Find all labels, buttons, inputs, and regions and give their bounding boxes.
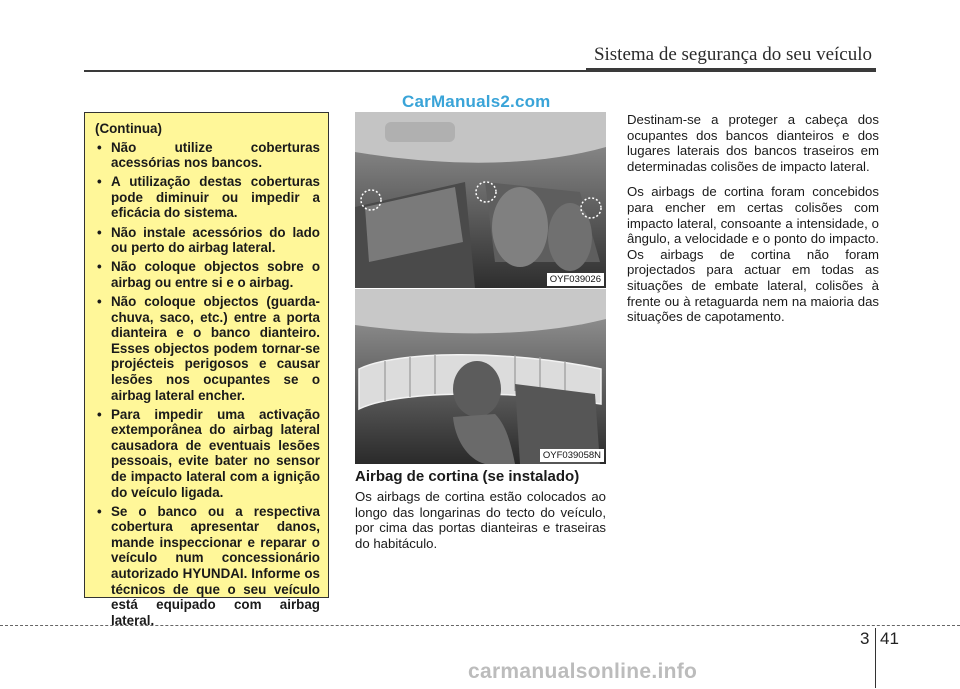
caution-heading: (Continua) (95, 121, 162, 136)
footer-rule (0, 625, 960, 626)
page-number: 41 (880, 629, 899, 648)
header-rule-accent (586, 68, 876, 72)
caution-item: • Se o banco ou a respectiva cobertura apresentar danos, mande inspeccionar e reparar o veículo num concessionário autorizado HYUNDAI. Informe os técnicos de que o seu veículo está equipado com airbag lateral. (93, 504, 320, 629)
paragraph: Destinam-se a proteger a cabeça dos ocupantes dos bancos dianteiros e dos lugares laterais dos bancos traseiros em determinadas colisões de impacto lateral. (627, 112, 879, 174)
page-number-divider (875, 628, 876, 688)
chapter-number: 3 (860, 629, 870, 648)
caution-item: • Não coloque objectos (guarda-chuva, saco, etc.) entre a porta dianteira e o banco dianteiro. Esses objectos podem tornar-se projécteis perigosos e causar lesões nos ocupantes se o airbag lateral encher. (93, 294, 320, 403)
curtain-airbag-inflated-photo (355, 289, 606, 464)
caution-item: • Para impedir uma activação extemporânea do airbag lateral causadora de eventuais lesões pessoais, evite bater no sensor de impacto lateral com a ignição do veículo ligada. (93, 407, 320, 501)
figure-code: OYF039026 (547, 273, 604, 286)
page-header-title: Sistema de segurança do seu veículo (593, 44, 872, 65)
caution-item: • Não utilize coberturas acessórias nos bancos. (93, 140, 320, 171)
caution-item: • Não coloque objectos sobre o airbag ou entre si e o airbag. (93, 259, 320, 290)
car-interior-illustration (355, 112, 606, 288)
caution-item: • A utilização destas coberturas pode diminuir ou impedir a eficácia do sistema. (93, 174, 320, 221)
caution-item: • Não instale acessórios do lado ou perto do airbag lateral. (93, 225, 320, 256)
watermark-top: CarManuals2.com (402, 92, 551, 111)
curtain-airbag-location-photo (355, 112, 606, 288)
paragraph: Os airbags de cortina foram concebidos para encher em certas colisões com impacto lateral, consoante a intensidade, o ângulo, a velocidade e o ponto do impacto. Os airbags de cortina não foram projectados para actuar em todas as situações de embate lateral, colisões à frente ou à retaguarda nem na maioria das situações de capotamento. (627, 184, 879, 325)
inflated-airbag-illustration (355, 289, 606, 464)
watermark-bottom: carmanualsonline.info (468, 660, 698, 683)
figure-code: OYF039058N (540, 449, 604, 462)
caution-list (93, 140, 320, 629)
section-heading: Airbag de cortina (se instalado) (355, 468, 580, 485)
caution-box (84, 112, 329, 628)
right-column (627, 112, 879, 335)
section-body: Os airbags de cortina estão colocados ao longo das longarinas do tecto do veículo, por cima das portas dianteiras e traseiras do habitáculo. (355, 489, 606, 551)
